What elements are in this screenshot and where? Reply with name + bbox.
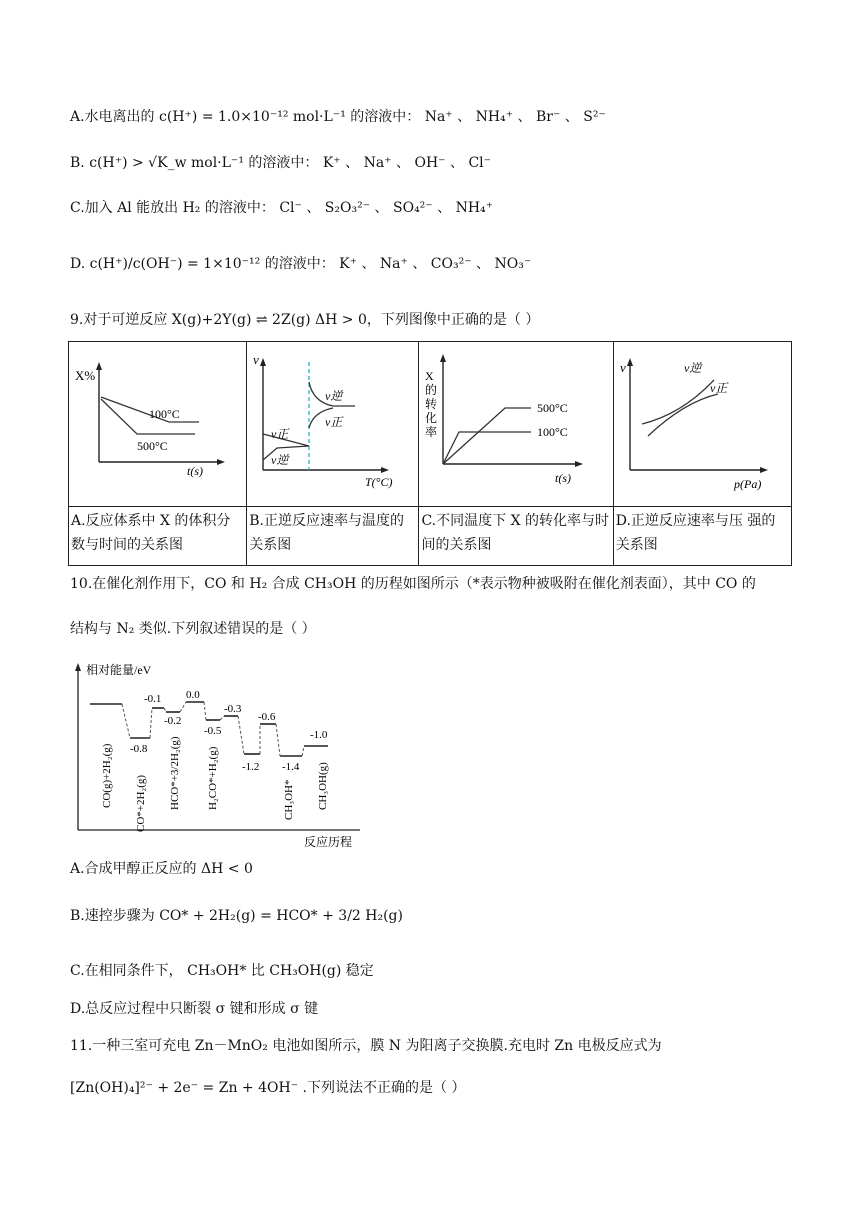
q9-options-table (68, 341, 792, 566)
level-label-8: -0.6 (258, 711, 276, 723)
q10-stem-line2: 结构与 N₂ 类似.下列叙述错误的是（ ） (70, 621, 316, 637)
q9-graph-c (419, 342, 612, 506)
graph-b-ylabel: v (253, 352, 260, 367)
species-label-1: CO(g)+2H₂(g) (101, 743, 113, 808)
graph-c-ylabel-3: 转 (425, 397, 438, 411)
species-label-5: CH₃OH* (283, 779, 295, 820)
level-label-3: -0.2 (164, 715, 182, 727)
species-label-3: HCO*+3/2H₂(g) (169, 736, 181, 810)
q9-stem: 9.对于可逆反应 X(g)+2Y(g) ⇌ 2Z(g) ΔH > 0，下列图像中正确的是（ ） (70, 312, 540, 328)
q11-stem-line1: 11.一种三室可充电 Zn－MnO₂ 电池如图所示，膜 N 为阳离子交换膜.充电时 Zn 电极反应式为 (70, 1038, 662, 1054)
graph-d-vrev-label: v逆 (683, 361, 702, 375)
q9-caption-d: D.正逆反应速率与压 强的关系图 (615, 513, 776, 553)
graph-d-xlabel: p(Pa) (733, 477, 762, 491)
diagram-ylabel: 相对能量/eV (86, 663, 152, 677)
level-label-10: -1.0 (310, 729, 328, 741)
level-label-4: 0.0 (186, 689, 200, 701)
q8-option-a: A.水电离出的 c(H⁺) = 1.0×10⁻¹² mol·L⁻¹ 的溶液中： Na⁺ 、 NH₄⁺ 、 Br⁻ 、 S²⁻ (70, 109, 606, 125)
level-label-9: -1.4 (282, 761, 300, 773)
q10-option-d: D.总反应过程中只断裂 σ 键和形成 σ 键 (70, 1001, 319, 1017)
q10-energy-diagram (70, 660, 370, 850)
graph-a-xlabel: t(s) (187, 464, 203, 478)
graph-b-xlabel: T(°C) (365, 475, 393, 489)
graph-b-vfwd-label-low: v正 (271, 427, 289, 441)
q9-caption-b: B.正逆反应速率与温度的关系图 (249, 513, 404, 553)
q8-option-b: B. c(H⁺) > √K_w mol·L⁻¹ 的溶液中： K⁺ 、 Na⁺ 、 OH⁻ 、 Cl⁻ (70, 155, 492, 171)
level-label-5: -0.5 (204, 725, 222, 737)
q10-stem-line1: 10.在催化剂作用下，CO 和 H₂ 合成 CH₃OH 的历程如图所示（*表示物种被吸附在催化剂表面），其中 CO 的 (70, 576, 756, 592)
q8-option-c: C.加入 Al 能放出 H₂ 的溶液中： Cl⁻ 、 S₂O₃²⁻ 、 SO₄²⁻ 、 NH₄⁺ (70, 200, 494, 216)
species-label-4: H₂CO*+H₂(g) (207, 746, 219, 810)
q9-graph-d (614, 342, 791, 506)
graph-c-ylabel-4: 化 (425, 411, 438, 425)
diagram-xlabel: 反应历程 (304, 835, 353, 849)
level-label-7: -1.2 (242, 761, 260, 773)
q10-option-a: A.合成甲醇正反应的 ΔH < 0 (70, 861, 253, 877)
level-label-1: -0.8 (130, 743, 148, 755)
graph-c-xlabel: t(s) (555, 471, 572, 485)
graph-c-ylabel-5: 率 (425, 425, 438, 439)
q9-graph-a (69, 342, 246, 506)
graph-c-curve2-label: 100°C (537, 425, 569, 439)
q10-option-b: B.速控步骤为 CO* + 2H₂(g) = HCO* + 3/2 H₂(g) (70, 908, 403, 924)
graph-b-vrev-label: v逆 (325, 389, 343, 403)
graph-a-curve2-label: 500°C (137, 439, 168, 453)
q9-graph-b (247, 342, 418, 506)
graph-c-ylabel-2: 的 (425, 383, 438, 397)
species-label-6: CH₃OH(g) (317, 762, 329, 810)
species-label-2: CO*+2H₂(g) (135, 774, 147, 832)
graph-b-vfwd-label: v正 (325, 415, 343, 429)
q8-option-d: D. c(H⁺)/c(OH⁻) = 1×10⁻¹² 的溶液中： K⁺ 、 Na⁺ 、 CO₃²⁻ 、 NO₃⁻ (70, 256, 532, 272)
q10-option-c: C.在相同条件下， CH₃OH* 比 CH₃OH(g) 稳定 (70, 963, 374, 979)
graph-c-curve1-label: 500°C (537, 401, 569, 415)
q11-stem-line2: [Zn(OH)₄]²⁻ + 2e⁻ = Zn + 4OH⁻ .下列说法不正确的是（ ） (70, 1080, 466, 1096)
graph-c-ylabel-1: X (425, 369, 435, 383)
graph-a-curve1-label: 100°C (149, 407, 180, 421)
graph-d-ylabel: v (619, 360, 626, 375)
q9-caption-c: C.不同温度下 X 的转化率与时间的关系图 (421, 513, 609, 553)
graph-b-vrev-label-low: v逆 (271, 453, 289, 467)
level-label-6: -0.3 (224, 703, 242, 715)
graph-d-vfwd-label: v正 (709, 381, 728, 395)
q9-caption-a: A.反应体系中 X 的体积分数与时间的关系图 (71, 513, 231, 553)
graph-a-ylabel: X% (75, 368, 96, 383)
level-label-2: -0.1 (144, 693, 162, 705)
